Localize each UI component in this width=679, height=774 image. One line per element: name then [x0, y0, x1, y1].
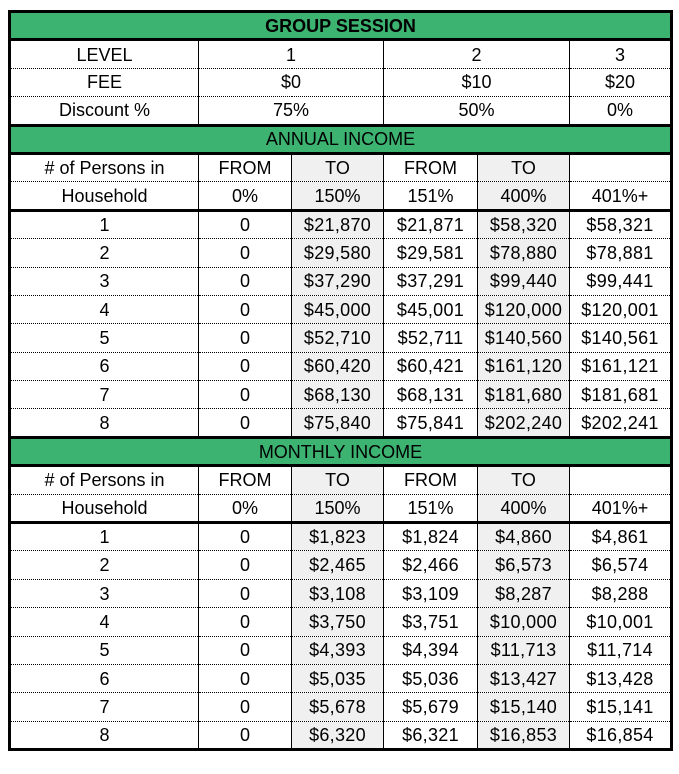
table-row	[10, 608, 672, 636]
annual-cell-r3-c1: 0	[199, 267, 292, 295]
annual-cell-r2-c0: 2	[10, 239, 199, 267]
table-row	[10, 210, 672, 238]
annual-header1-col-0: # of Persons in	[10, 153, 199, 181]
table-row	[10, 409, 672, 437]
fee-label: FEE	[10, 68, 199, 96]
monthly-cell-r3-c5: $8,288	[570, 579, 672, 607]
discount-1: 75%	[199, 97, 384, 125]
annual-cell-r2-c3: $29,581	[384, 239, 478, 267]
discount-row	[10, 97, 672, 125]
annual-cell-r1-c1: 0	[199, 210, 292, 238]
monthly-cell-r2-c2: $2,465	[292, 551, 384, 579]
monthly-header2-col-5: 401%+	[570, 494, 672, 522]
annual-cell-r1-c5: $58,321	[570, 210, 672, 238]
monthly-cell-r1-c1: 0	[199, 523, 292, 551]
annual-cell-r8-c4: $202,240	[478, 409, 570, 437]
annual-header1-col-2: TO	[292, 153, 384, 181]
annual-header1-row	[10, 153, 672, 181]
table-title: GROUP SESSION	[10, 12, 672, 40]
fee-row	[10, 68, 672, 96]
annual-header2-col-2: 150%	[292, 182, 384, 210]
annual-cell-r6-c3: $60,421	[384, 352, 478, 380]
table-row	[10, 324, 672, 352]
monthly-cell-r4-c1: 0	[199, 608, 292, 636]
table-row	[10, 239, 672, 267]
annual-cell-r5-c2: $52,710	[292, 324, 384, 352]
monthly-cell-r8-c5: $16,854	[570, 721, 672, 749]
monthly-cell-r3-c3: $3,109	[384, 579, 478, 607]
annual-cell-r6-c0: 6	[10, 352, 199, 380]
annual-cell-r2-c1: 0	[199, 239, 292, 267]
monthly-cell-r7-c0: 7	[10, 693, 199, 721]
annual-cell-r8-c0: 8	[10, 409, 199, 437]
level-2: 2	[384, 40, 570, 68]
monthly-header2-col-4: 400%	[478, 494, 570, 522]
annual-cell-r7-c1: 0	[199, 381, 292, 409]
monthly-header1-col-4: TO	[478, 466, 570, 494]
monthly-cell-r5-c1: 0	[199, 636, 292, 664]
group-session-banner	[10, 12, 672, 40]
annual-header2-col-5: 401%+	[570, 182, 672, 210]
monthly-header2-col-0: Household	[10, 494, 199, 522]
monthly-header1-col-1: FROM	[199, 466, 292, 494]
table-row	[10, 721, 672, 749]
monthly-cell-r6-c4: $13,427	[478, 664, 570, 692]
monthly-cell-r3-c1: 0	[199, 579, 292, 607]
annual-cell-r7-c4: $181,680	[478, 381, 570, 409]
annual-cell-r5-c5: $140,561	[570, 324, 672, 352]
annual-cell-r8-c2: $75,840	[292, 409, 384, 437]
annual-income-banner	[10, 125, 672, 153]
discount-2: 50%	[384, 97, 570, 125]
fee-2: $10	[384, 68, 570, 96]
monthly-cell-r1-c4: $4,860	[478, 523, 570, 551]
monthly-header1-col-3: FROM	[384, 466, 478, 494]
monthly-cell-r1-c3: $1,824	[384, 523, 478, 551]
monthly-cell-r1-c0: 1	[10, 523, 199, 551]
annual-cell-r7-c2: $68,130	[292, 381, 384, 409]
monthly-cell-r7-c1: 0	[199, 693, 292, 721]
monthly-cell-r8-c0: 8	[10, 721, 199, 749]
monthly-cell-r3-c2: $3,108	[292, 579, 384, 607]
annual-header1-col-5	[570, 153, 672, 181]
monthly-cell-r5-c2: $4,393	[292, 636, 384, 664]
monthly-header2-col-3: 151%	[384, 494, 478, 522]
annual-cell-r1-c2: $21,870	[292, 210, 384, 238]
annual-cell-r7-c3: $68,131	[384, 381, 478, 409]
annual-cell-r8-c5: $202,241	[570, 409, 672, 437]
annual-cell-r4-c3: $45,001	[384, 295, 478, 323]
monthly-cell-r2-c5: $6,574	[570, 551, 672, 579]
table-row	[10, 636, 672, 664]
monthly-cell-r4-c3: $3,751	[384, 608, 478, 636]
monthly-cell-r2-c1: 0	[199, 551, 292, 579]
monthly-cell-r3-c4: $8,287	[478, 579, 570, 607]
annual-cell-r6-c1: 0	[199, 352, 292, 380]
annual-cell-r5-c0: 5	[10, 324, 199, 352]
annual-cell-r1-c0: 1	[10, 210, 199, 238]
table-row	[10, 267, 672, 295]
table-row	[10, 352, 672, 380]
level-1: 1	[199, 40, 384, 68]
monthly-header1-col-2: TO	[292, 466, 384, 494]
table-row	[10, 551, 672, 579]
fee-schedule-table	[8, 10, 673, 751]
monthly-cell-r1-c5: $4,861	[570, 523, 672, 551]
monthly-cell-r8-c1: 0	[199, 721, 292, 749]
table-row	[10, 295, 672, 323]
monthly-cell-r2-c0: 2	[10, 551, 199, 579]
monthly-cell-r4-c5: $10,001	[570, 608, 672, 636]
level-row	[10, 40, 672, 68]
annual-cell-r3-c4: $99,440	[478, 267, 570, 295]
annual-cell-r3-c2: $37,290	[292, 267, 384, 295]
annual-header2-row	[10, 182, 672, 210]
annual-cell-r7-c5: $181,681	[570, 381, 672, 409]
monthly-header2-col-1: 0%	[199, 494, 292, 522]
table-row	[10, 579, 672, 607]
fee-3: $20	[570, 68, 672, 96]
monthly-header1-col-0: # of Persons in	[10, 466, 199, 494]
annual-cell-r5-c3: $52,711	[384, 324, 478, 352]
monthly-cell-r7-c3: $5,679	[384, 693, 478, 721]
annual-cell-r4-c1: 0	[199, 295, 292, 323]
monthly-cell-r8-c4: $16,853	[478, 721, 570, 749]
annual-cell-r8-c3: $75,841	[384, 409, 478, 437]
annual-cell-r4-c2: $45,000	[292, 295, 384, 323]
monthly-cell-r3-c0: 3	[10, 579, 199, 607]
monthly-cell-r7-c5: $15,141	[570, 693, 672, 721]
annual-cell-r2-c2: $29,580	[292, 239, 384, 267]
monthly-cell-r5-c4: $11,713	[478, 636, 570, 664]
monthly-income-heading: MONTHLY INCOME	[10, 437, 672, 465]
annual-header2-col-0: Household	[10, 182, 199, 210]
annual-cell-r1-c3: $21,871	[384, 210, 478, 238]
monthly-cell-r6-c1: 0	[199, 664, 292, 692]
annual-cell-r6-c4: $161,120	[478, 352, 570, 380]
level-3: 3	[570, 40, 672, 68]
table-row	[10, 381, 672, 409]
annual-header2-col-4: 400%	[478, 182, 570, 210]
annual-cell-r5-c1: 0	[199, 324, 292, 352]
level-label: LEVEL	[10, 40, 199, 68]
annual-header1-col-3: FROM	[384, 153, 478, 181]
monthly-cell-r6-c2: $5,035	[292, 664, 384, 692]
monthly-cell-r4-c2: $3,750	[292, 608, 384, 636]
annual-cell-r6-c2: $60,420	[292, 352, 384, 380]
annual-cell-r3-c5: $99,441	[570, 267, 672, 295]
monthly-cell-r2-c4: $6,573	[478, 551, 570, 579]
annual-header2-col-3: 151%	[384, 182, 478, 210]
monthly-cell-r5-c3: $4,394	[384, 636, 478, 664]
annual-cell-r3-c0: 3	[10, 267, 199, 295]
annual-cell-r4-c0: 4	[10, 295, 199, 323]
monthly-cell-r7-c2: $5,678	[292, 693, 384, 721]
annual-cell-r6-c5: $161,121	[570, 352, 672, 380]
annual-cell-r3-c3: $37,291	[384, 267, 478, 295]
annual-cell-r8-c1: 0	[199, 409, 292, 437]
monthly-header1-row	[10, 466, 672, 494]
annual-cell-r4-c4: $120,000	[478, 295, 570, 323]
annual-header1-col-4: TO	[478, 153, 570, 181]
table-row	[10, 664, 672, 692]
table-row	[10, 523, 672, 551]
monthly-header1-col-5	[570, 466, 672, 494]
discount-label: Discount %	[10, 97, 199, 125]
monthly-cell-r1-c2: $1,823	[292, 523, 384, 551]
annual-header2-col-1: 0%	[199, 182, 292, 210]
annual-header1-col-1: FROM	[199, 153, 292, 181]
monthly-cell-r5-c0: 5	[10, 636, 199, 664]
annual-income-heading: ANNUAL INCOME	[10, 125, 672, 153]
monthly-header2-row	[10, 494, 672, 522]
annual-cell-r7-c0: 7	[10, 381, 199, 409]
monthly-cell-r6-c5: $13,428	[570, 664, 672, 692]
monthly-cell-r5-c5: $11,714	[570, 636, 672, 664]
monthly-cell-r2-c3: $2,466	[384, 551, 478, 579]
annual-cell-r2-c4: $78,880	[478, 239, 570, 267]
discount-3: 0%	[570, 97, 672, 125]
monthly-cell-r4-c0: 4	[10, 608, 199, 636]
monthly-cell-r6-c0: 6	[10, 664, 199, 692]
annual-cell-r1-c4: $58,320	[478, 210, 570, 238]
monthly-cell-r6-c3: $5,036	[384, 664, 478, 692]
monthly-cell-r4-c4: $10,000	[478, 608, 570, 636]
table-row	[10, 693, 672, 721]
monthly-cell-r8-c2: $6,320	[292, 721, 384, 749]
annual-cell-r5-c4: $140,560	[478, 324, 570, 352]
monthly-cell-r7-c4: $15,140	[478, 693, 570, 721]
annual-cell-r2-c5: $78,881	[570, 239, 672, 267]
monthly-header2-col-2: 150%	[292, 494, 384, 522]
monthly-cell-r8-c3: $6,321	[384, 721, 478, 749]
fee-1: $0	[199, 68, 384, 96]
annual-cell-r4-c5: $120,001	[570, 295, 672, 323]
monthly-income-banner	[10, 437, 672, 465]
